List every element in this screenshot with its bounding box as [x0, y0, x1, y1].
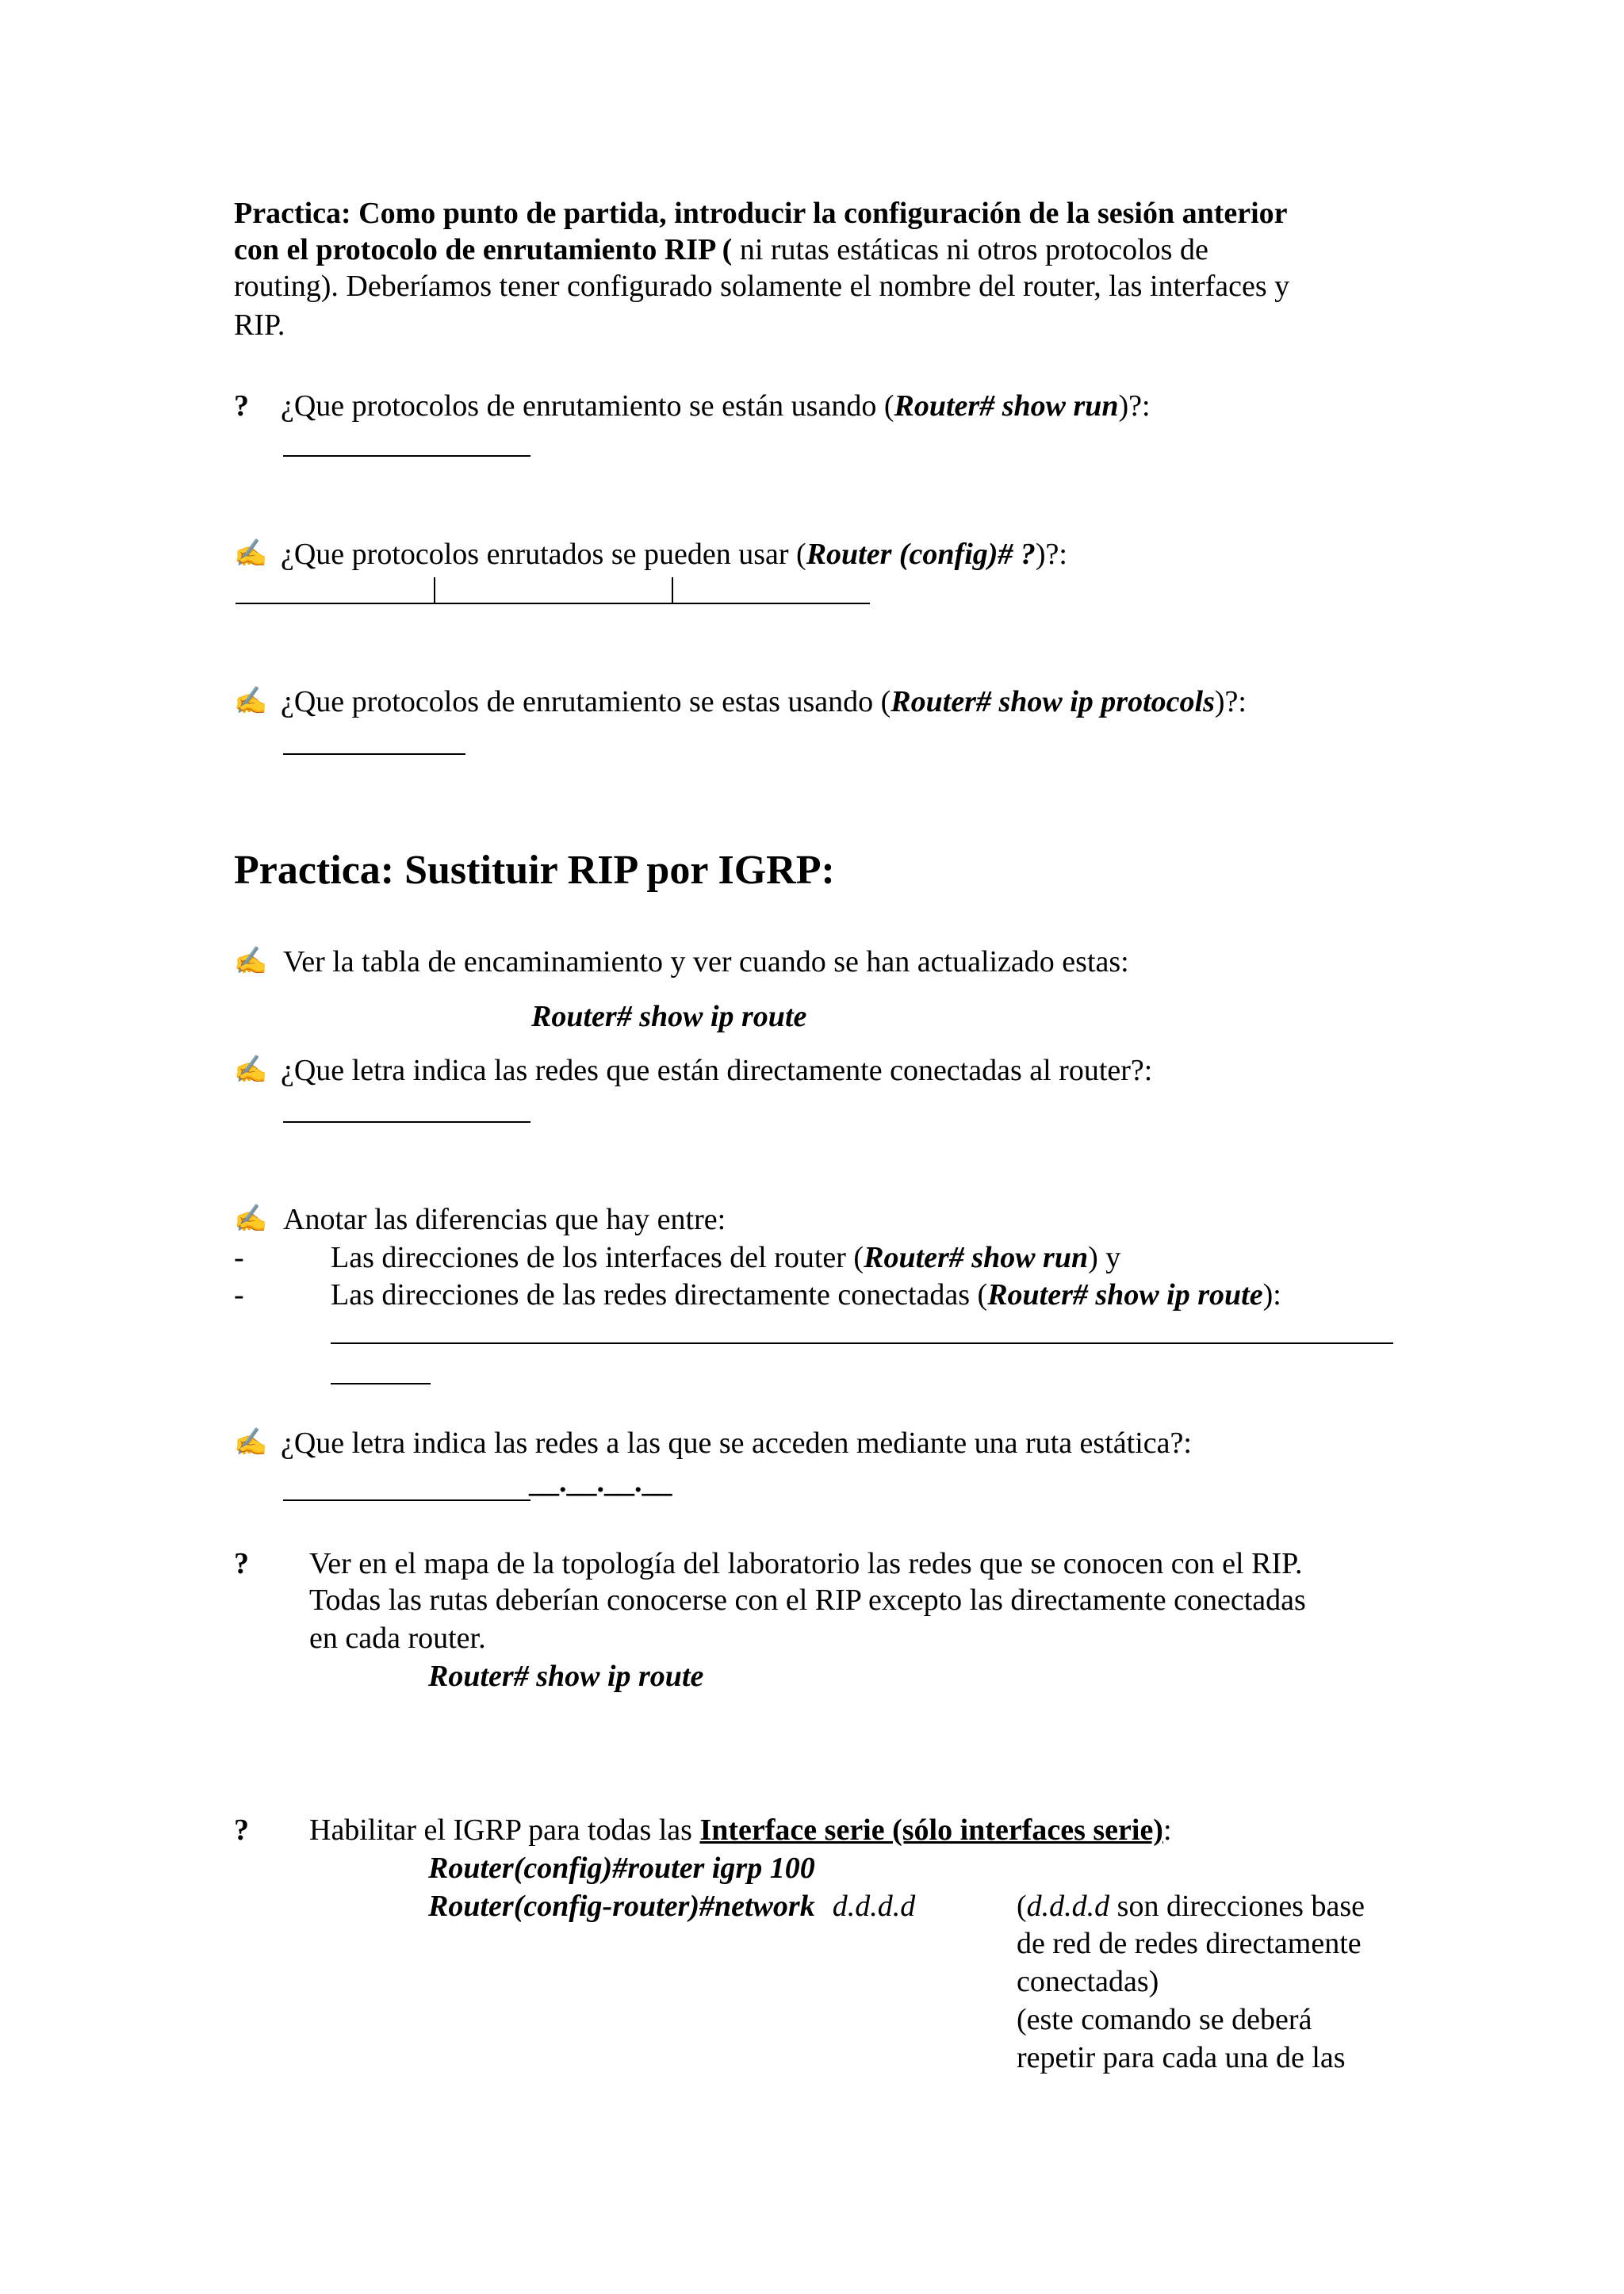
intro-line-2 [234, 232, 1208, 268]
question-2-text: ¿Que protocolos enrutados se pueden usar ( [281, 538, 806, 571]
question-2 [281, 536, 1067, 573]
item-2-suffix: ): [1262, 1278, 1281, 1312]
note-line-3: conectadas) [1017, 1965, 1159, 1998]
answer-blank-line [283, 1121, 530, 1123]
item-1-text: Las direcciones de los interfaces del router ( [331, 1241, 864, 1274]
question-6-item-1 [331, 1239, 1120, 1276]
question-9 [309, 1812, 1172, 1848]
question-2-command: Router (config)# ? [806, 538, 1036, 571]
question-4-command: Router# show ip route [531, 1000, 807, 1033]
question-9-emphasis: Interface serie (sólo interfaces serie) [699, 1813, 1163, 1847]
question-8-command: Router# show ip route [428, 1660, 704, 1693]
question-6: Anotar las diferencias que hay entre: [283, 1203, 726, 1236]
pen-icon: ✍ [234, 1204, 268, 1234]
intro-line-2-bold: con el protocolo de enrutamiento RIP ( [234, 233, 740, 266]
answer-blank-line [236, 603, 870, 604]
question-3-suffix: )?: [1214, 685, 1247, 718]
note-line-5: repetir para cada una de las [1017, 2041, 1346, 2074]
question-2-suffix: )?: [1035, 538, 1067, 571]
question-1 [281, 388, 1151, 424]
question-8-line-2: Todas las rutas deberían conocerse con el RIP excepto las directamente conectadas [309, 1584, 1306, 1617]
question-1-suffix: )?: [1118, 389, 1151, 423]
question-marker: ? [234, 1813, 249, 1847]
question-1-text: ¿Que protocolos de enrutamiento se están usando ( [281, 389, 894, 423]
blank-separator [672, 577, 673, 603]
answer-blank-line [331, 1383, 431, 1384]
list-dash: - [234, 1241, 244, 1274]
pen-icon: ✍ [234, 539, 268, 569]
intro-line-1: Practica: Como punto de partida, introducir la configuración de la sesión anterior [234, 197, 1288, 230]
pen-icon: ✍ [234, 687, 268, 716]
note-line-1-text: son direcciones base [1109, 1890, 1365, 1923]
question-4: Ver la tabla de encaminamiento y ver cuando se han actualizado estas: [283, 945, 1129, 978]
answer-blank-line [283, 1499, 530, 1501]
note-line-2: de red de redes directamente [1017, 1927, 1362, 1960]
blank-separator [434, 577, 435, 603]
question-5: ¿Que letra indica las redes que están directamente conectadas al router?: [281, 1054, 1153, 1087]
item-2-text: Las direcciones de las redes directamente conectadas ( [331, 1278, 988, 1312]
igrp-command-1: Router(config)#router igrp 100 [428, 1852, 815, 1885]
question-9-text: Habilitar el IGRP para todas las [309, 1813, 700, 1847]
question-3 [281, 684, 1247, 720]
pen-icon: ✍ [234, 1428, 268, 1457]
note-arg: d.d.d.d [1026, 1890, 1110, 1923]
igrp-command-2-text: Router(config-router)#network [428, 1890, 815, 1923]
igrp-command-2-arg: d.d.d.d [832, 1890, 916, 1923]
question-8-line-3: en cada router. [309, 1622, 486, 1655]
list-dash: - [234, 1278, 244, 1312]
question-3-text: ¿Que protocolos de enrutamiento se estas usando ( [281, 685, 891, 718]
question-7: ¿Que letra indica las redes a las que se acceden mediante una ruta estática?: [281, 1427, 1192, 1460]
question-8-line-1: Ver en el mapa de la topología del laboratorio las redes que se conocen con el RIP. [309, 1547, 1303, 1580]
question-marker: ? [234, 1547, 249, 1580]
intro-line-4: RIP. [234, 308, 285, 342]
section-title: Practica: Sustituir RIP por IGRP: [234, 848, 835, 893]
note-line-4: (este comando se deberá [1017, 2003, 1312, 2036]
question-marker: ? [234, 389, 249, 423]
pen-icon: ✍ [234, 947, 268, 976]
igrp-command-2 [428, 1888, 915, 1924]
answer-blank-line [283, 455, 530, 457]
question-3-command: Router# show ip protocols [891, 685, 1215, 718]
question-9-suffix: : [1162, 1813, 1172, 1847]
answer-blank-line [331, 1342, 1393, 1344]
intro-line-2-rest: ni rutas estáticas ni otros protocolos de [739, 233, 1208, 266]
item-1-command: Router# show run [864, 1241, 1089, 1274]
intro-line-3: routing). Deberíamos tener configurado solamente el nombre del router, las interfaces y [234, 270, 1290, 303]
question-1-command: Router# show run [894, 389, 1119, 423]
ip-address-blank: __.__.__.__ [529, 1465, 672, 1499]
question-6-item-2 [331, 1277, 1281, 1313]
note-line-1: (d.d.d.d son direcciones base [1017, 1890, 1365, 1923]
answer-blank-line [283, 753, 465, 755]
item-1-suffix: ) y [1088, 1241, 1121, 1274]
item-2-command: Router# show ip route [987, 1278, 1263, 1312]
pen-icon: ✍ [234, 1055, 268, 1085]
